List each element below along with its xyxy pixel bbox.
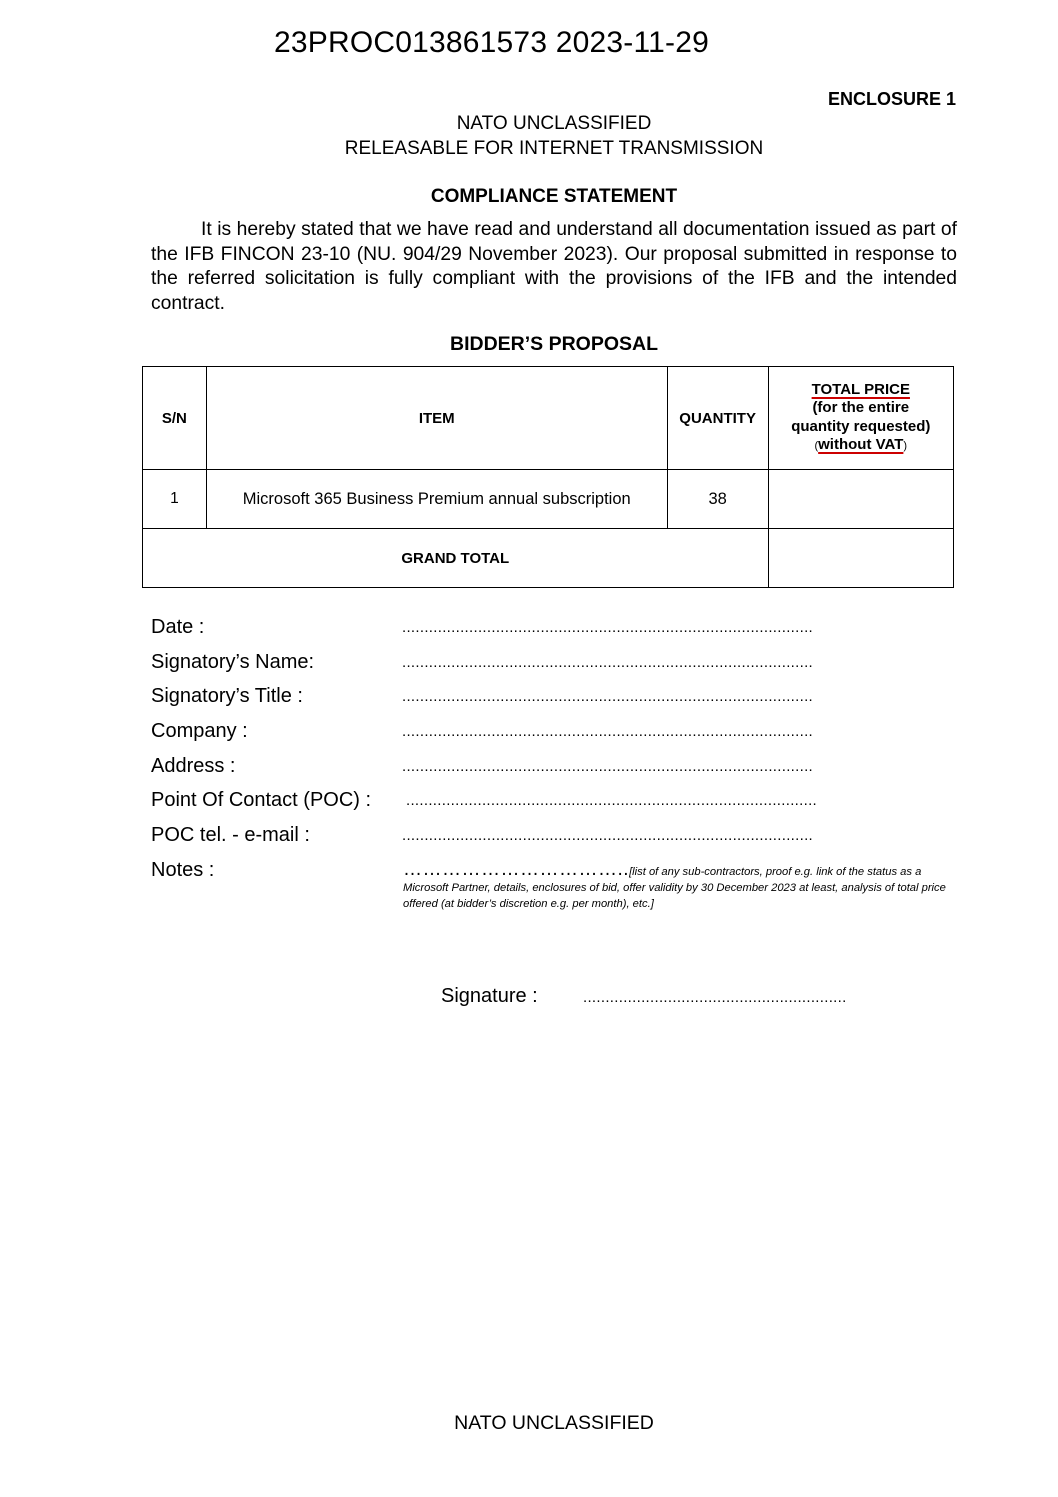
notes-dots: …………………………….. <box>403 859 630 880</box>
table-header-row <box>143 367 954 470</box>
price-sub-2: quantity requested) <box>791 417 931 435</box>
signatory-title-field[interactable]: ............................................................................................ <box>402 688 814 705</box>
release-marking: RELEASABLE FOR INTERNET TRANSMISSION <box>344 138 764 159</box>
proposal-table <box>142 366 954 588</box>
row-quantity: 38 <box>667 470 768 529</box>
enclosure-label: ENCLOSURE 1 <box>827 89 956 109</box>
notes-field[interactable] <box>403 859 959 912</box>
header-item: ITEM <box>206 367 667 470</box>
signatory-name-field[interactable]: ............................................................................................ <box>402 654 814 671</box>
price-sub-3: (without VAT) <box>814 436 908 453</box>
grand-total-value[interactable] <box>768 529 953 588</box>
poc-contact-field[interactable]: ............................................................................................ <box>402 827 814 844</box>
signature-label: Signature : <box>441 985 538 1007</box>
grand-total-label: GRAND TOTAL <box>143 529 769 588</box>
notes-label: Notes : <box>151 859 215 881</box>
compliance-title: COMPLIANCE STATEMENT <box>430 186 678 207</box>
price-sub-1: (for the entire <box>812 399 910 416</box>
notes-instructions: [list of any sub-contractors, proof e.g. link of the status as a Microsoft Partner, details, enclosures of bid, offer validity by 30 December 2023 at least, analysis of total price offered (at bidder’s discretion e.g. per month), etc.] <box>403 866 946 910</box>
address-label: Address : <box>151 755 236 777</box>
header-total-price <box>768 367 953 470</box>
row-sn: 1 <box>143 470 207 529</box>
classification-marking: NATO UNCLASSIFIED <box>456 113 652 134</box>
date-label: Date : <box>151 616 205 638</box>
price-vat: without VAT <box>818 436 904 453</box>
compliance-statement <box>151 218 957 316</box>
table-row <box>143 470 954 529</box>
company-label: Company : <box>151 720 248 742</box>
row-price[interactable] <box>768 470 953 529</box>
address-field[interactable]: ............................................................................................ <box>402 758 814 775</box>
poc-contact-label: POC tel. - e-mail : <box>151 824 310 846</box>
compliance-text: It is hereby stated that we have read and understand all documentation issued as part of the IFB FINCON 23-10 (NU. 904/29 November 2023). Our proposal submitted in response to the referred solicitation is fully compliant with the provisions of the IFB and the intended contract. <box>151 219 957 314</box>
proposal-title: BIDDER’S PROPOSAL <box>449 333 659 355</box>
header-sn: S/N <box>143 367 207 470</box>
poc-label: Point Of Contact (POC) : <box>151 789 372 811</box>
grand-total-row <box>143 529 954 588</box>
signature-field[interactable]: ........................................................... <box>583 989 847 1006</box>
header-quantity: QUANTITY <box>667 367 768 470</box>
signatory-title-label: Signatory’s Title : <box>151 685 303 707</box>
company-field[interactable]: ............................................................................................ <box>402 723 814 740</box>
poc-field[interactable]: ............................................................................................ <box>406 792 818 809</box>
date-field[interactable]: ............................................................................................ <box>402 619 814 636</box>
signatory-name-label: Signatory’s Name: <box>151 651 315 673</box>
footer-classification: NATO UNCLASSIFIED <box>454 1412 654 1434</box>
document-id: 23PROC013861573 2023-11-29 <box>274 26 709 59</box>
row-item: Microsoft 365 Business Premium annual subscription <box>206 470 667 529</box>
price-title: TOTAL PRICE <box>811 380 910 398</box>
